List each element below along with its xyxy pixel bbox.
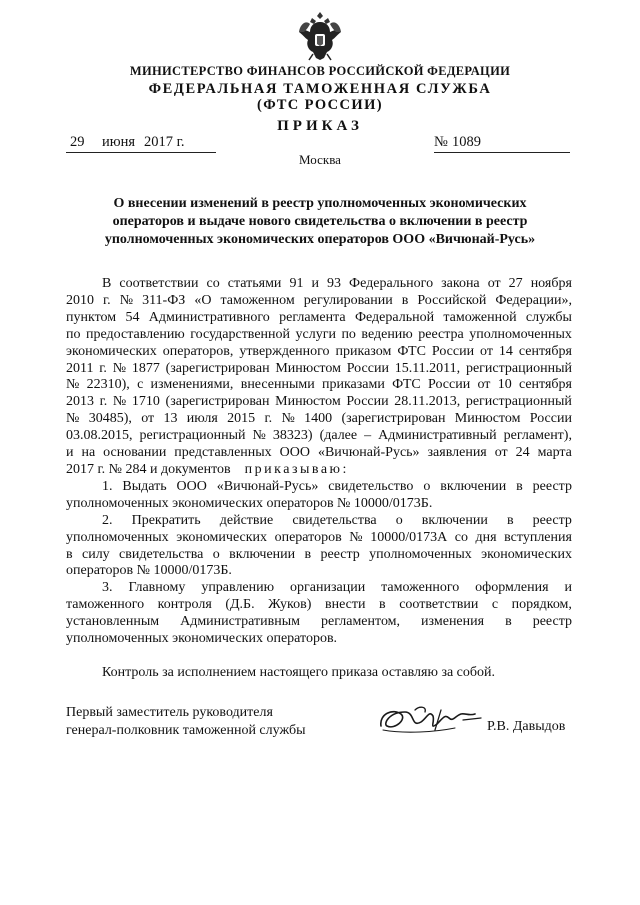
word: 38323) <box>272 428 313 444</box>
word: 22310), <box>86 377 130 393</box>
word: пунктом <box>66 309 117 325</box>
line-text: операторов № 10000/0173Б. <box>66 563 232 579</box>
word: (зарегистрирован <box>165 394 270 410</box>
word: 1. <box>102 478 113 494</box>
item-3-line <box>66 580 572 597</box>
word: реестр <box>532 614 572 630</box>
word: и <box>66 445 74 461</box>
word: Минюстом <box>454 411 521 427</box>
word: управлению <box>201 580 275 596</box>
word: № <box>66 411 80 427</box>
word: 1400 <box>304 411 333 427</box>
line-text: уполномоченных экономических операторов. <box>66 631 338 647</box>
word: в <box>379 597 386 613</box>
word: № <box>112 394 127 410</box>
title-line: О внесении изменений в реестр уполномоченных экономических <box>113 196 527 211</box>
word: Минюстом <box>275 394 341 410</box>
word: по <box>66 326 81 342</box>
word: – <box>364 428 372 444</box>
line-text: уполномоченных экономических операторов № 10000/0173Б. <box>66 495 433 511</box>
word: в <box>401 292 409 308</box>
word: включении <box>440 478 507 494</box>
word: 28.11.2013, <box>394 394 461 410</box>
word: 15.11.2011, <box>394 360 461 376</box>
word: регламентом, <box>321 614 401 630</box>
preamble-line <box>66 445 572 462</box>
word: закона <box>441 276 480 291</box>
item-1-line <box>66 496 572 513</box>
word: регистрационный <box>139 428 246 444</box>
word: дня <box>475 529 497 545</box>
word: включении <box>229 546 296 562</box>
word: 27 <box>508 276 523 291</box>
signatory-position <box>66 704 305 740</box>
word: услуги <box>295 326 336 342</box>
document-type: ПРИКАЗ <box>277 118 363 134</box>
word: Прекратить <box>131 512 201 528</box>
word: со <box>454 529 468 545</box>
preamble-line <box>66 394 572 411</box>
word: 93 <box>327 276 342 291</box>
signatory-name: Р.В. Давыдов <box>487 719 566 734</box>
word: таможенном <box>220 292 295 308</box>
preamble-line <box>66 361 572 378</box>
order-number <box>434 134 570 153</box>
date-year: 2017 г. <box>144 134 185 150</box>
word: сентября <box>518 343 572 359</box>
word: Минюстом <box>275 360 341 376</box>
word: утвержденного <box>239 343 330 359</box>
word: реестра <box>418 326 464 342</box>
word: соответствии <box>119 276 199 291</box>
word: г. <box>99 394 108 410</box>
word: 10000/0173А <box>370 529 448 545</box>
preamble-line <box>66 411 572 428</box>
word: России <box>346 360 389 376</box>
word: 10 <box>497 377 512 393</box>
word: регистрационный <box>465 360 572 376</box>
word: от <box>494 445 508 461</box>
word: в <box>505 614 512 630</box>
word: 24 <box>515 445 530 461</box>
word: 2015 <box>227 411 256 427</box>
word: операторов <box>274 529 342 545</box>
word: представленных <box>174 445 272 461</box>
word: в <box>66 546 73 562</box>
word: оформления <box>475 580 549 596</box>
word: 14 <box>498 343 513 359</box>
word: на <box>81 445 96 461</box>
title-line: операторов и выдаче нового свидетельства о включении в реестр <box>112 214 528 229</box>
word: России <box>529 411 572 427</box>
word: свидетельства <box>292 512 377 528</box>
word: включении <box>421 512 488 528</box>
order-date <box>66 134 216 153</box>
word: (далее <box>319 428 358 444</box>
word: контроля <box>157 597 212 613</box>
word: ФТС <box>392 377 421 393</box>
preamble-line <box>66 310 572 327</box>
title-line: уполномоченных экономических операторов ООО «Вичюнай-Русь» <box>104 232 536 247</box>
word: 3. <box>102 580 113 596</box>
word: со <box>206 276 220 291</box>
preamble-last-line <box>66 462 572 479</box>
word: (Д.Б. <box>225 597 255 613</box>
word: приказами <box>321 377 385 393</box>
word: уполномоченных <box>66 529 169 545</box>
word: по <box>341 326 356 342</box>
position-line: Первый заместитель руководителя <box>66 705 273 720</box>
word: Выдать <box>122 478 167 494</box>
word: от <box>487 276 501 291</box>
word: основании <box>103 445 167 461</box>
item-3-line <box>66 631 572 648</box>
word: экономических <box>176 529 268 545</box>
word: в <box>506 512 514 528</box>
word: государственной <box>190 326 291 342</box>
word: России <box>428 377 471 393</box>
word: уполномоченных <box>469 326 572 342</box>
word: «О <box>194 292 212 308</box>
control-clause <box>66 665 572 682</box>
word: установленным <box>66 614 160 630</box>
service-name: ФЕДЕРАЛЬНАЯ ТАМОЖЕННАЯ СЛУЖБА <box>148 81 492 97</box>
word: и <box>311 276 319 291</box>
word: № <box>281 411 295 427</box>
order-title <box>80 195 560 249</box>
word: свидетельства <box>119 546 204 562</box>
word: приказом <box>335 343 392 359</box>
word: ноября <box>530 276 572 291</box>
word: Федерального <box>349 276 434 291</box>
word: от <box>477 377 491 393</box>
word: Российской <box>417 292 487 308</box>
word: № <box>252 428 266 444</box>
word: «Вичюнай-Русь» <box>317 445 420 461</box>
word: экономических <box>66 343 157 359</box>
word: № <box>119 292 134 308</box>
word: соответствии <box>399 597 479 613</box>
word: реестр <box>320 546 360 562</box>
word: службы <box>525 309 572 325</box>
coat-of-arms-icon <box>296 10 344 62</box>
word: организации <box>290 580 366 596</box>
word: действие <box>219 512 274 528</box>
item-2-line <box>66 563 572 580</box>
word: изменениями, <box>150 377 234 393</box>
word: внесенными <box>240 377 315 393</box>
word: 91 <box>289 276 304 291</box>
word: порядком, <box>511 597 572 613</box>
word: регламент), <box>503 428 572 444</box>
word: (зарегистрирован <box>165 360 270 376</box>
word: заявления <box>427 445 487 461</box>
word: Главному <box>128 580 186 596</box>
word: № <box>349 529 363 545</box>
word: 54 <box>125 309 140 325</box>
control-text: Контроль за исполнением настоящего приказа оставляю за собой. <box>102 664 496 680</box>
word: В <box>102 276 112 291</box>
item-3-line <box>66 614 572 631</box>
word: от <box>141 411 155 427</box>
preamble-line <box>66 327 572 344</box>
service-abbreviation: (ФТС РОССИИ) <box>256 97 384 113</box>
word: внести <box>324 597 366 613</box>
word: 03.08.2015, <box>66 428 133 444</box>
number-label: № <box>434 134 448 150</box>
word: вступления <box>504 529 572 545</box>
preamble-line <box>66 293 572 310</box>
word: сентября <box>518 377 572 393</box>
word: предоставлению <box>85 326 185 342</box>
date-month: июня <box>102 134 136 150</box>
date-day: 29 <box>70 134 85 150</box>
word: № <box>66 377 80 393</box>
word: ведению <box>361 326 413 342</box>
item-3-line <box>66 597 572 614</box>
word: статьями <box>227 276 282 291</box>
word: ФТС <box>397 343 426 359</box>
word: с <box>491 597 499 613</box>
word: г. <box>103 292 111 308</box>
word: Административным <box>180 614 300 630</box>
handwritten-signature <box>375 700 487 740</box>
word: и <box>564 580 572 596</box>
word: Административный <box>378 428 497 444</box>
word: силу <box>81 546 110 562</box>
order-body <box>66 276 572 682</box>
word: «Вичюнай-Русь» <box>216 478 319 494</box>
word: (зарегистрирован <box>341 411 446 427</box>
word: июля <box>186 411 218 427</box>
word: реестр <box>532 478 572 494</box>
word: 311-ФЗ <box>142 292 186 308</box>
item-2-line <box>66 530 572 547</box>
preamble-line <box>66 344 572 361</box>
number-value: 1089 <box>452 134 481 150</box>
word: 1877 <box>131 360 160 376</box>
ministry-name: МИНИСТЕРСТВО ФИНАНСОВ РОССИЙСКОЙ ФЕДЕРАЦИИ <box>129 64 511 78</box>
word: ООО <box>279 445 310 461</box>
word: 13 <box>163 411 178 427</box>
word: 2013 <box>66 394 94 410</box>
preamble-line <box>66 428 572 445</box>
word: в <box>304 546 312 562</box>
word: таможенной <box>443 309 517 325</box>
word: о <box>395 512 403 528</box>
word: свидетельство <box>328 478 414 494</box>
word: России <box>431 343 475 359</box>
item-2-line <box>66 547 572 564</box>
word: таможенного <box>66 597 145 613</box>
word: от <box>480 343 493 359</box>
word: марта <box>537 445 572 461</box>
word: Федерации», <box>495 292 572 308</box>
word: реестр <box>532 512 572 528</box>
word: 1710 <box>131 394 160 410</box>
preamble-line <box>66 377 572 394</box>
word: 2011 <box>66 360 94 376</box>
word: регламента <box>279 309 346 325</box>
preamble-line <box>66 276 572 293</box>
preamble-last-text: 2017 г. № 284 и документов <box>66 461 231 477</box>
word: экономических <box>481 546 572 562</box>
word: операторов, <box>162 343 234 359</box>
word: изменения <box>421 614 485 630</box>
word: 30485), <box>88 411 132 427</box>
word: с <box>137 377 144 393</box>
word: регулировании <box>303 292 393 308</box>
word: г. <box>264 411 273 427</box>
word: Жуков) <box>268 597 312 613</box>
item-1-line <box>66 479 572 496</box>
word: 2010 <box>66 292 94 308</box>
city: Москва <box>299 152 341 167</box>
word: регистрационный <box>465 394 572 410</box>
word: № <box>112 360 127 376</box>
word: в <box>516 478 523 494</box>
word: России <box>346 394 389 410</box>
word: г. <box>99 360 107 376</box>
word: о <box>212 546 220 562</box>
word: таможенного <box>381 580 460 596</box>
word: ООО <box>176 478 207 494</box>
word: Федеральной <box>354 309 435 325</box>
order-word: приказываю: <box>244 461 349 477</box>
word: уполномоченных <box>369 546 472 562</box>
position-line: генерал-полковник таможенной службы <box>66 723 306 738</box>
word: Административного <box>148 309 270 325</box>
word: о <box>423 478 431 494</box>
item-2-line <box>66 513 572 530</box>
word: 2. <box>102 512 113 528</box>
